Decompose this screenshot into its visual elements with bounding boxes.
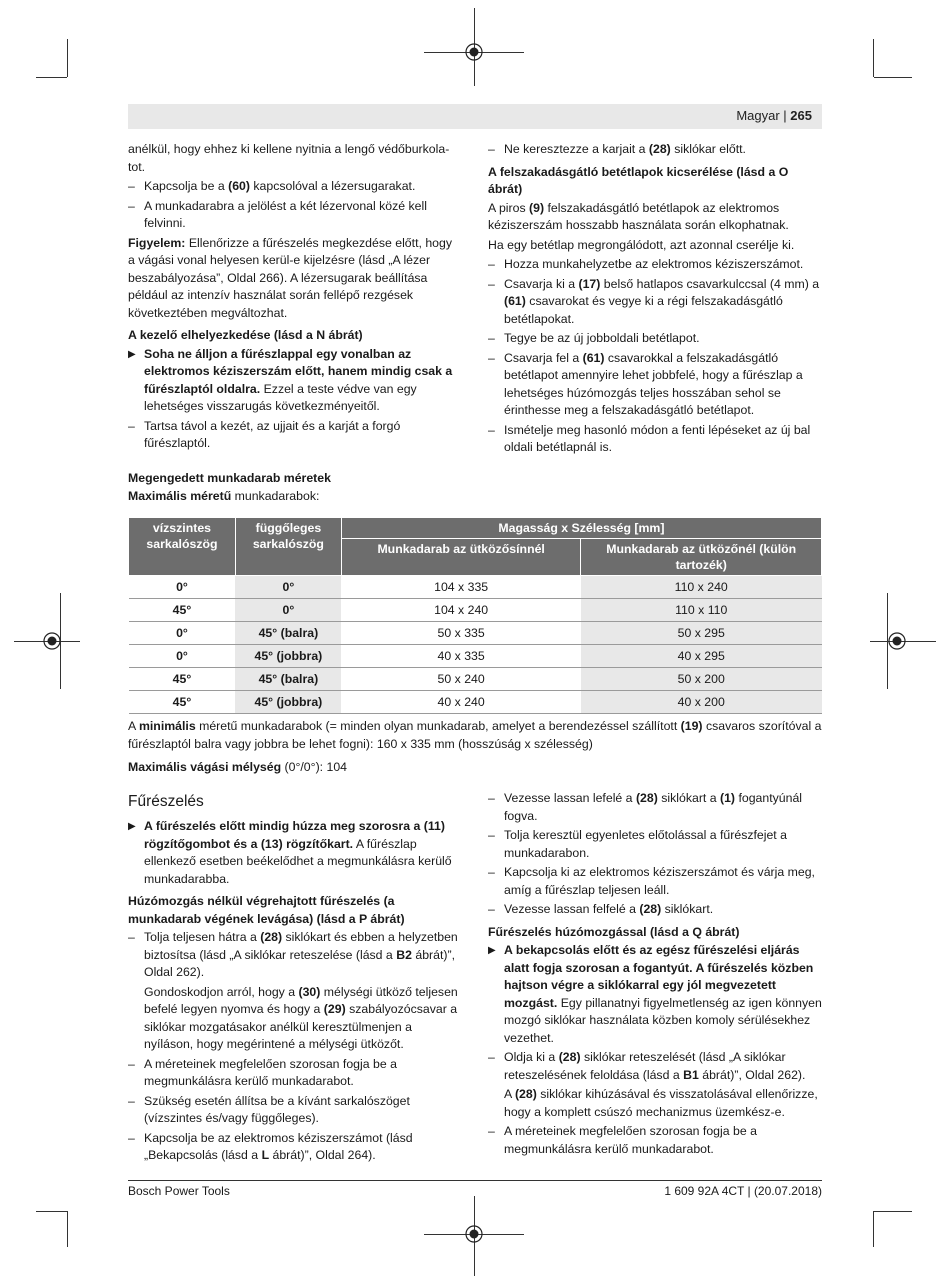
list-item: – Kapcsolja be a (60) kapcsolóval a lézersugarakat. (128, 178, 462, 196)
table-row: 0° 45° (balra) 50 x 335 50 x 295 (129, 622, 822, 645)
paragraph: A minimális méretű munkadarabok (= minden olyan munkadarab, amelyet a berendezéssel szállított (19) csavaros szorítóval a fűrészlaptól balra vagy jobbra be lehet fogni): 160 x 335 mm (hosszúság x szélesség) (128, 719, 822, 751)
crop-mark (873, 1211, 874, 1247)
page-number: 265 (790, 108, 812, 123)
warning-item: ▶ A fűrészelés előtt mindig húzza meg szorosra a (11) rögzítőgombot és a (13) rögzítőkart. A fűrészlap ellenkező esetben beékelődhet a megmunkálásra kerülő munkadarabba. (128, 818, 462, 888)
list-item: – Szükség esetén állítsa be a kívánt sarkalószöget (vízszintes és/vagy függőleges). (128, 1093, 462, 1128)
list-item: – Csavarja ki a (17) belső hatlapos csavarkulccsal (4 mm) a (61) csavarokat és vegye ki a régi felszakadásgátló betétlapokat. (488, 276, 822, 329)
registration-target-icon (43, 632, 61, 650)
minimum-size-note (128, 718, 822, 779)
note-paragraph: Figyelem: Ellenőrizze a fűrészelés megkezdése előtt, hogy a vágási vonal helyesen kerül-e kijelzésre (lásd „A lézer beszabályozása”, Oldal 266). A lézersugarak beállítása például az intenzív használat során fellépő rezgések következtében megváltozhat. (128, 235, 452, 320)
list-item: – Vezesse lassan lefelé a (28) siklókart a (1) fogantyúnál fogva. (488, 790, 822, 825)
list-item: – Kapcsolja ki az elektromos kéziszerszámot és várja meg, amíg a fűrészlap teljesen leáll. (488, 864, 822, 899)
paragraph: anélkül, hogy ehhez ki kellene nyitnia a lengő védőburkola-tot. (128, 142, 450, 174)
list-item-continuation: A (28) siklókar kihúzásával és visszatolásával ellenőrizze, hogy a komplett csúszó mechanizmus üzemkész-e. (504, 1087, 818, 1119)
page-header (128, 104, 822, 129)
list-item: – A munkadarabra a jelölést a két lézervonal közé kell felvinni. (128, 198, 462, 233)
list-item: – Ne keresztezze a karjait a (28) siklókar előtt. (488, 141, 822, 159)
section-heading: A felszakadásgátló betétlapok kicserélése (lásd a O ábrát) (488, 164, 789, 196)
registration-target-icon (888, 632, 906, 650)
list-item: – Tartsa távol a kezét, az ujjait és a karját a forgó fűrészlaptól. (128, 418, 462, 453)
header-text (736, 108, 812, 123)
table-row: 45° 45° (jobbra) 40 x 240 40 x 200 (129, 691, 822, 714)
list-item: – Tolja teljesen hátra a (28) siklókart és ebben a helyzetben biztosítsa (lásd „A siklókar reteszelése (lásd a B2 ábrát)”, Oldal 262). (128, 929, 462, 982)
list-item: – Tolja keresztül egyenletes előtolással a fűrészfejet a munkadarabon. (488, 827, 822, 862)
warning-item: ▶ A bekapcsolás előtt és az egész fűrészelési eljárás alatt fogja szorosan a fogantyút. A fűrészelés közben hajtson végre a siklókarral egy jól megvezetett mozgást. Egy pillanatnyi figyelmetlenség az igen könnyen mozgó siklókar használata közben komoly sérülésekhez vezethet. (488, 942, 822, 1047)
dimensions-heading-block (128, 470, 822, 507)
paragraph: A piros (9) felszakadásgátló betétlapok az elektromos kéziszerszám hosszabb használata során elkophatnak. (488, 200, 789, 232)
registration-target-icon (465, 1225, 483, 1243)
dimensions-table (128, 517, 822, 714)
list-item-continuation: Gondoskodjon arról, hogy a (30) mélységi ütköző teljesen befelé legyen nyomva és hogy a (29) szabályozócsavar a siklókar mozgatásakor anélkül keresztülmenjen a nyíláson, hogy megérintené a mélységi ütközőt. (144, 984, 458, 1051)
section-heading: Húzómozgás nélkül végrehajtott fűrészelés (a munkadarab végének levágása) (lásd a P ábrát) (128, 894, 405, 926)
crop-mark (36, 77, 67, 78)
right-column-top (488, 141, 822, 459)
crop-mark (873, 39, 874, 77)
list-item: – Ismételje meg hasonló módon a fenti lépéseket az új bal oldali betétlapnál is. (488, 422, 822, 457)
cutting-depth: Maximális vágási mélység (0°/0°): 104 (128, 760, 348, 774)
list-item: – Csavarja fel a (61) csavarokkal a felszakadásgátló betétlapot amennyire lehet jobbfelé, hogy a fűrészlap a lehetséges húzómozgás teljes hosszában sehol se érinthesse meg a felszakadásgátló betétlapot. (488, 350, 822, 420)
paragraph: Maximális méretű munkadarabok: (128, 488, 320, 503)
section-heading: A kezelő elhelyezkedése (lásd a N ábrát) (128, 328, 363, 342)
table-header-vertical: függőleges sarkalószög (235, 518, 341, 576)
crop-mark (67, 1211, 68, 1247)
crop-mark (36, 1211, 67, 1212)
table-header-stop: Munkadarab az ütközőnél (külön tartozék) (581, 539, 822, 576)
paragraph: Ha egy betétlap megrongálódott, azt azonnal cserélje ki. (488, 237, 795, 252)
crop-mark (67, 39, 68, 77)
section-heading: Fűrészelés húzómozgással (lásd a Q ábrát) (488, 924, 740, 939)
section-heading: Megengedett munkadarab méretek (128, 471, 331, 485)
list-item: – Hozza munkahelyzetbe az elektromos kéziszerszámot. (488, 256, 822, 274)
table-row: 0° 45° (jobbra) 40 x 335 40 x 295 (129, 645, 822, 668)
left-column-bottom (128, 788, 462, 1167)
header-separator: | (779, 108, 791, 123)
table-header-dimensions: Magasság x Szélesség [mm] (341, 518, 821, 539)
table-row: 45° 45° (balra) 50 x 240 50 x 200 (129, 668, 822, 691)
list-item: – A méreteinek megfelelően szorosan fogja be a megmunkálásra kerülő munkadarabot. (128, 1056, 462, 1091)
list-item: – A méreteinek megfelelően szorosan fogja be a megmunkálásra kerülő munkadarabot. (488, 1123, 822, 1158)
list-item: – Vezesse lassan felfelé a (28) siklókart. (488, 901, 822, 919)
table-header-fence: Munkadarab az ütközősínnél (341, 539, 581, 576)
crop-mark (874, 77, 912, 78)
table-row: 0° 0° 104 x 335 110 x 240 (129, 576, 822, 599)
header-language: Magyar (736, 108, 780, 123)
section-title: Fűrészelés (128, 793, 204, 810)
warning-item: ▶ Soha ne álljon a fűrészlappal egy vonalban az elektromos kéziszerszám előtt, hanem mindig csak a fűrészlaptól oldalra. Ezzel a teste védve van egy lehetséges visszarugás következményeitől. (128, 346, 462, 416)
list-item: – Oldja ki a (28) siklókar reteszelését (lásd „A siklókar reteszelésének feloldása (lásd a B1 ábrát)”, Oldal 262). (488, 1049, 822, 1084)
footer-rule (128, 1180, 822, 1181)
table-header-horizontal: vízszintes sarkalószög (129, 518, 236, 576)
right-column-bottom (488, 790, 822, 1160)
list-item: – Kapcsolja be az elektromos kéziszerszámot (lásd „Bekapcsolás (lásd a L ábrát)”, Oldal 264). (128, 1130, 462, 1165)
footer-brand: Bosch Power Tools (128, 1184, 230, 1198)
registration-target-icon (465, 43, 483, 61)
crop-mark (874, 1211, 912, 1212)
table-row: 45° 0° 104 x 240 110 x 110 (129, 599, 822, 622)
left-column-top (128, 141, 462, 455)
list-item: – Tegye be az új jobboldali betétlapot. (488, 330, 822, 348)
footer-doc-id: 1 609 92A 4CT | (20.07.2018) (664, 1184, 822, 1198)
